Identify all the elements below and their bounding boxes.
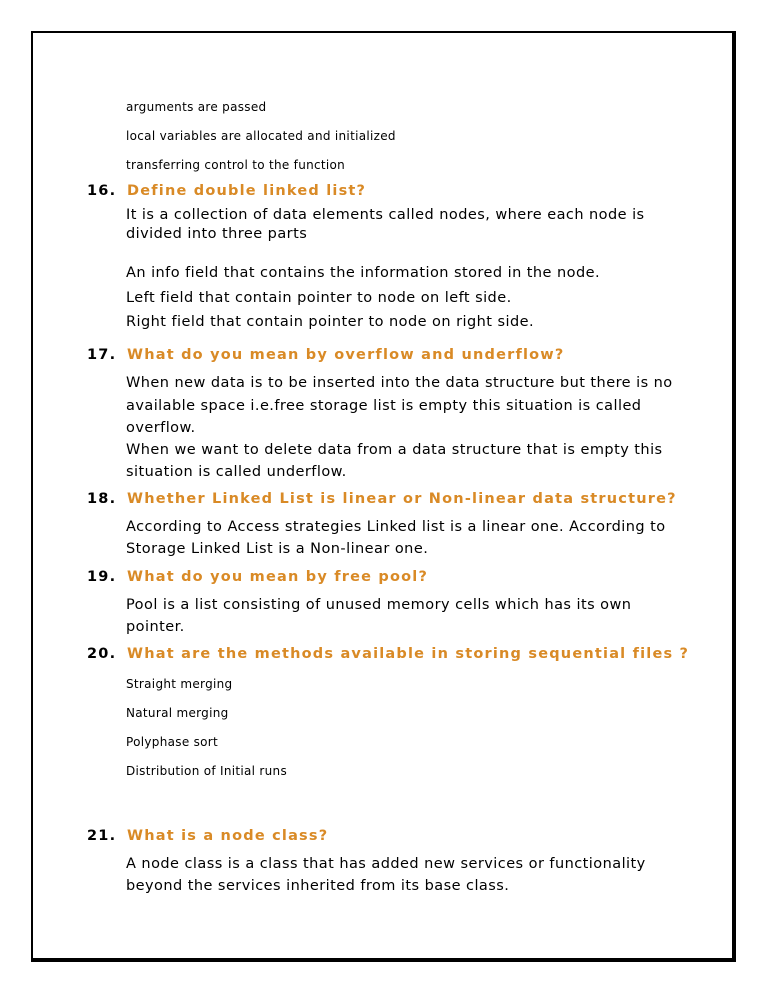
answer-line: Pool is a list consisting of unused memory cells which has its own bbox=[126, 597, 632, 613]
question-number: 16. bbox=[87, 183, 117, 199]
answer-line: beyond the services inherited from its base class. bbox=[126, 878, 510, 894]
question-title: What is a node class? bbox=[127, 828, 329, 844]
answer-line: overflow. bbox=[126, 420, 196, 436]
answer-line: When new data is to be inserted into the data structure but there is no bbox=[126, 375, 673, 391]
answer-line: It is a collection of data elements called nodes, where each node is bbox=[126, 207, 645, 223]
list-item: Polyphase sort bbox=[126, 735, 219, 749]
question-title: What do you mean by overflow and underflow? bbox=[127, 347, 565, 363]
list-item: transferring control to the function bbox=[126, 158, 346, 172]
answer-line: divided into three parts bbox=[126, 226, 308, 242]
answer-line: Right field that contain pointer to node on right side. bbox=[126, 314, 535, 330]
answer-line: situation is called underflow. bbox=[126, 464, 347, 480]
question-title: Define double linked list? bbox=[127, 183, 367, 199]
answer-line: Storage Linked List is a Non-linear one. bbox=[126, 541, 429, 557]
list-item: Straight merging bbox=[126, 677, 233, 691]
list-item: Natural merging bbox=[126, 706, 229, 720]
answer-line: A node class is a class that has added new services or functionality bbox=[126, 856, 646, 872]
question-title: What do you mean by free pool? bbox=[127, 569, 429, 585]
answer-line: pointer. bbox=[126, 619, 185, 635]
question-number: 20. bbox=[87, 646, 117, 662]
question-number: 17. bbox=[87, 347, 117, 363]
list-item: local variables are allocated and initialized bbox=[126, 129, 396, 143]
question-number: 18. bbox=[87, 491, 117, 507]
answer-line: When we want to delete data from a data structure that is empty this bbox=[126, 442, 663, 458]
list-item: Distribution of Initial runs bbox=[126, 764, 288, 778]
answer-line: According to Access strategies Linked list is a linear one. According to bbox=[126, 519, 666, 535]
question-title: What are the methods available in storing sequential files ? bbox=[127, 646, 690, 662]
question-number: 21. bbox=[87, 828, 117, 844]
question-title: Whether Linked List is linear or Non-linear data structure? bbox=[127, 491, 677, 507]
question-number: 19. bbox=[87, 569, 117, 585]
answer-line: An info field that contains the information stored in the node. bbox=[126, 265, 601, 281]
answer-line: available space i.e.free storage list is empty this situation is called bbox=[126, 398, 642, 414]
list-item: arguments are passed bbox=[126, 100, 267, 114]
answer-line: Left field that contain pointer to node on left side. bbox=[126, 290, 512, 306]
